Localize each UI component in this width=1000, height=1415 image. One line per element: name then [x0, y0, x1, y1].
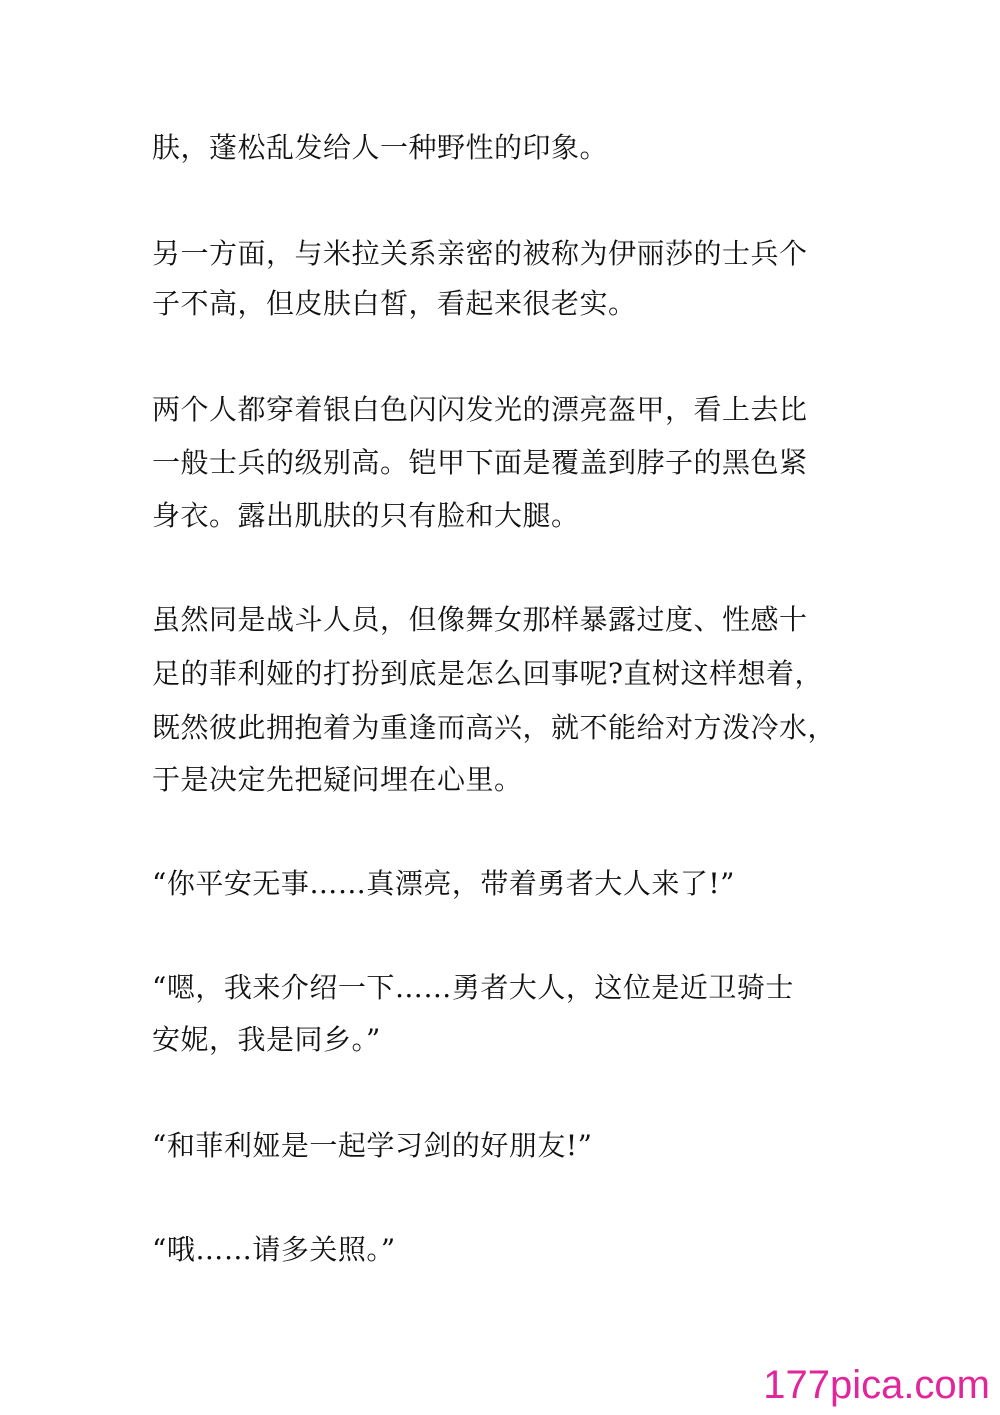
dialogue-line: “嗯，我来介绍一下……勇者大人，这位是近卫骑士 — [152, 971, 794, 1004]
text-line: 子不高，但皮肤白皙，看起来很老实。 — [152, 287, 637, 320]
dialogue-line: “你平安无事……真漂亮，带着勇者大人来了!” — [152, 867, 735, 900]
text-line: 另一方面，与米拉关系亲密的被称为伊丽莎的士兵个 — [152, 237, 808, 270]
text-line: 于是决定先把疑问埋在心里。 — [152, 763, 523, 796]
text-line: 虽然同是战斗人员，但像舞女那样暴露过度、性感十 — [152, 603, 808, 636]
dialogue-line: “哦……请多关照。” — [152, 1233, 396, 1266]
text-line: 一般士兵的级别高。铠甲下面是覆盖到脖子的黑色紧 — [152, 446, 808, 479]
text-line: 足的菲利娅的打扮到底是怎么回事呢?直树这样想着， — [152, 657, 824, 690]
text-line: 既然彼此拥抱着为重逢而高兴，就不能给对方泼冷水， — [152, 711, 837, 744]
dialogue-line: “和菲利娅是一起学习剑的好朋友!” — [152, 1129, 593, 1162]
watermark: 177pica.com — [763, 1363, 990, 1407]
text-line: 两个人都穿着银白色闪闪发光的漂亮盔甲，看上去比 — [152, 393, 808, 426]
text-line: 肤，蓬松乱发给人一种野性的印象。 — [152, 131, 609, 164]
text-line: 身衣。露出肌肤的只有脸和大腿。 — [152, 499, 580, 532]
dialogue-line: 安妮，我是同乡。” — [152, 1023, 381, 1056]
